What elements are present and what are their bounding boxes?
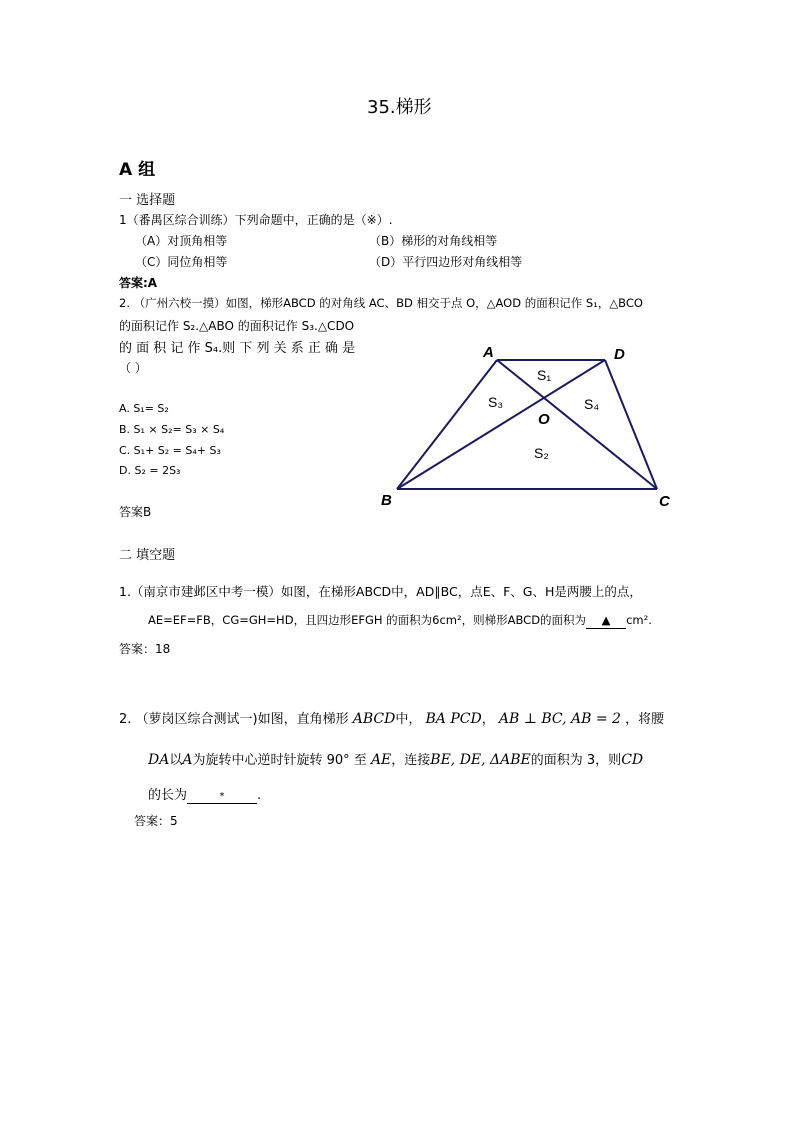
section-heading-fill: 二 填空题 — [119, 548, 176, 563]
f2-math-abcd: ABCD — [352, 711, 396, 727]
f2-math-be-de-abe: BE, DE, ΔABE — [430, 752, 531, 768]
q2-line2: 的面积记作 S₂.△ABO 的面积记作 S₃.△CDO — [119, 319, 355, 333]
diagonal-ac — [497, 360, 657, 489]
f1-line2-text: AE=EF=FB，CG=GH=HD，且四边形EFGH 的面积为6cm²，则梯形ABCD的面积为 — [148, 613, 587, 627]
q2-option-a: A. S₁= S₂ — [119, 402, 169, 415]
q2-option-c: C. S₁+ S₂ = S₄+ S₃ — [119, 444, 221, 457]
f2-line2 — [148, 752, 643, 769]
f2-line1-pre: 2. （萝岗区综合测试一)如图，直角梯形 — [119, 712, 349, 727]
f2-math-ab-perp: AB ⊥ BC, AB = 2 — [498, 711, 621, 727]
q1-answer: 答案:A — [119, 276, 158, 290]
q2-line3: 的 面 积 记 作 S₄.则 下 列 关 系 正 确 是 — [119, 341, 356, 356]
f2-line3-pre: 的长为 — [148, 788, 188, 803]
f1-answer: 答案：18 — [119, 642, 171, 656]
f2-math-cd: CD — [621, 752, 644, 768]
f2-math-da: DA — [148, 752, 170, 768]
f2-line1 — [119, 711, 664, 728]
f2-line2-a: 以 — [169, 753, 183, 768]
q1-option-a: （A）对顶角相等 — [135, 234, 228, 248]
f1-line1: 1.（南京市建邺区中考一模）如图，在梯形ABCD中，AD∥BC，点E、F、G、H是两腰上的点， — [119, 584, 642, 599]
trapezoid-lines — [397, 360, 657, 489]
page-title: 35.梯形 — [367, 97, 432, 118]
label-d: D — [614, 346, 625, 363]
q1-option-c: （C）同位角相等 — [135, 255, 228, 269]
q1-stem: 1（番禺区综合训练）下列命题中，正确的是（※）. — [119, 213, 393, 227]
q2-line4: （ ） — [119, 361, 147, 375]
f2-math-ae: AE — [370, 752, 392, 768]
label-a: A — [483, 344, 494, 361]
trapezoid-figure — [375, 338, 685, 518]
f2-line1-sep: ， — [481, 712, 495, 727]
q2-line1: 2. （广州六校一摸）如图，梯形ABCD 的对角线 AC、BD 相交于点 O，△AOD 的面积记作 S₁，△BCO — [119, 296, 643, 310]
label-c: C — [659, 493, 670, 510]
section-heading-choice: 一 选择题 — [119, 193, 176, 208]
f2-line2-c: ，连接 — [391, 753, 431, 768]
label-b: B — [381, 492, 392, 509]
q2-option-b: B. S₁ × S₂= S₃ × S₄ — [119, 423, 225, 436]
label-s4: S₄ — [584, 396, 600, 412]
f1-answer-blank: ▲ — [586, 614, 626, 629]
diagonal-bd — [397, 360, 605, 489]
q2-answer: 答案B — [119, 505, 152, 519]
f2-math-ba-pcd: BA PCD — [425, 711, 482, 727]
f2-line1-mid: 中， — [395, 712, 422, 727]
f2-answer-blank: * — [187, 791, 257, 804]
group-heading: A 组 — [119, 160, 156, 180]
q1-option-b: （B）梯形的对角线相等 — [369, 234, 498, 248]
q1-option-d: （D）平行四边形对角线相等 — [369, 255, 523, 269]
edge-dc — [605, 360, 657, 489]
f1-line2 — [148, 614, 652, 629]
label-s2: S₂ — [534, 445, 549, 461]
f2-math-a: A — [182, 752, 193, 768]
label-s1: S₁ — [537, 367, 552, 383]
f2-line3 — [148, 788, 261, 804]
edge-ab — [397, 360, 497, 489]
f2-line2-d: 的面积为 3，则 — [530, 753, 622, 768]
f1-line2-unit: cm². — [626, 613, 652, 627]
f2-line3-post: . — [257, 788, 262, 803]
label-o: O — [538, 411, 550, 428]
f2-answer: 答案：5 — [134, 814, 178, 828]
q2-option-d: D. S₂ = 2S₃ — [119, 464, 181, 477]
f2-line2-b: 为旋转中心逆时针旋转 90° 至 — [192, 753, 367, 768]
f2-line1-post: ，将腰 — [625, 712, 665, 727]
label-s3: S₃ — [488, 394, 504, 410]
